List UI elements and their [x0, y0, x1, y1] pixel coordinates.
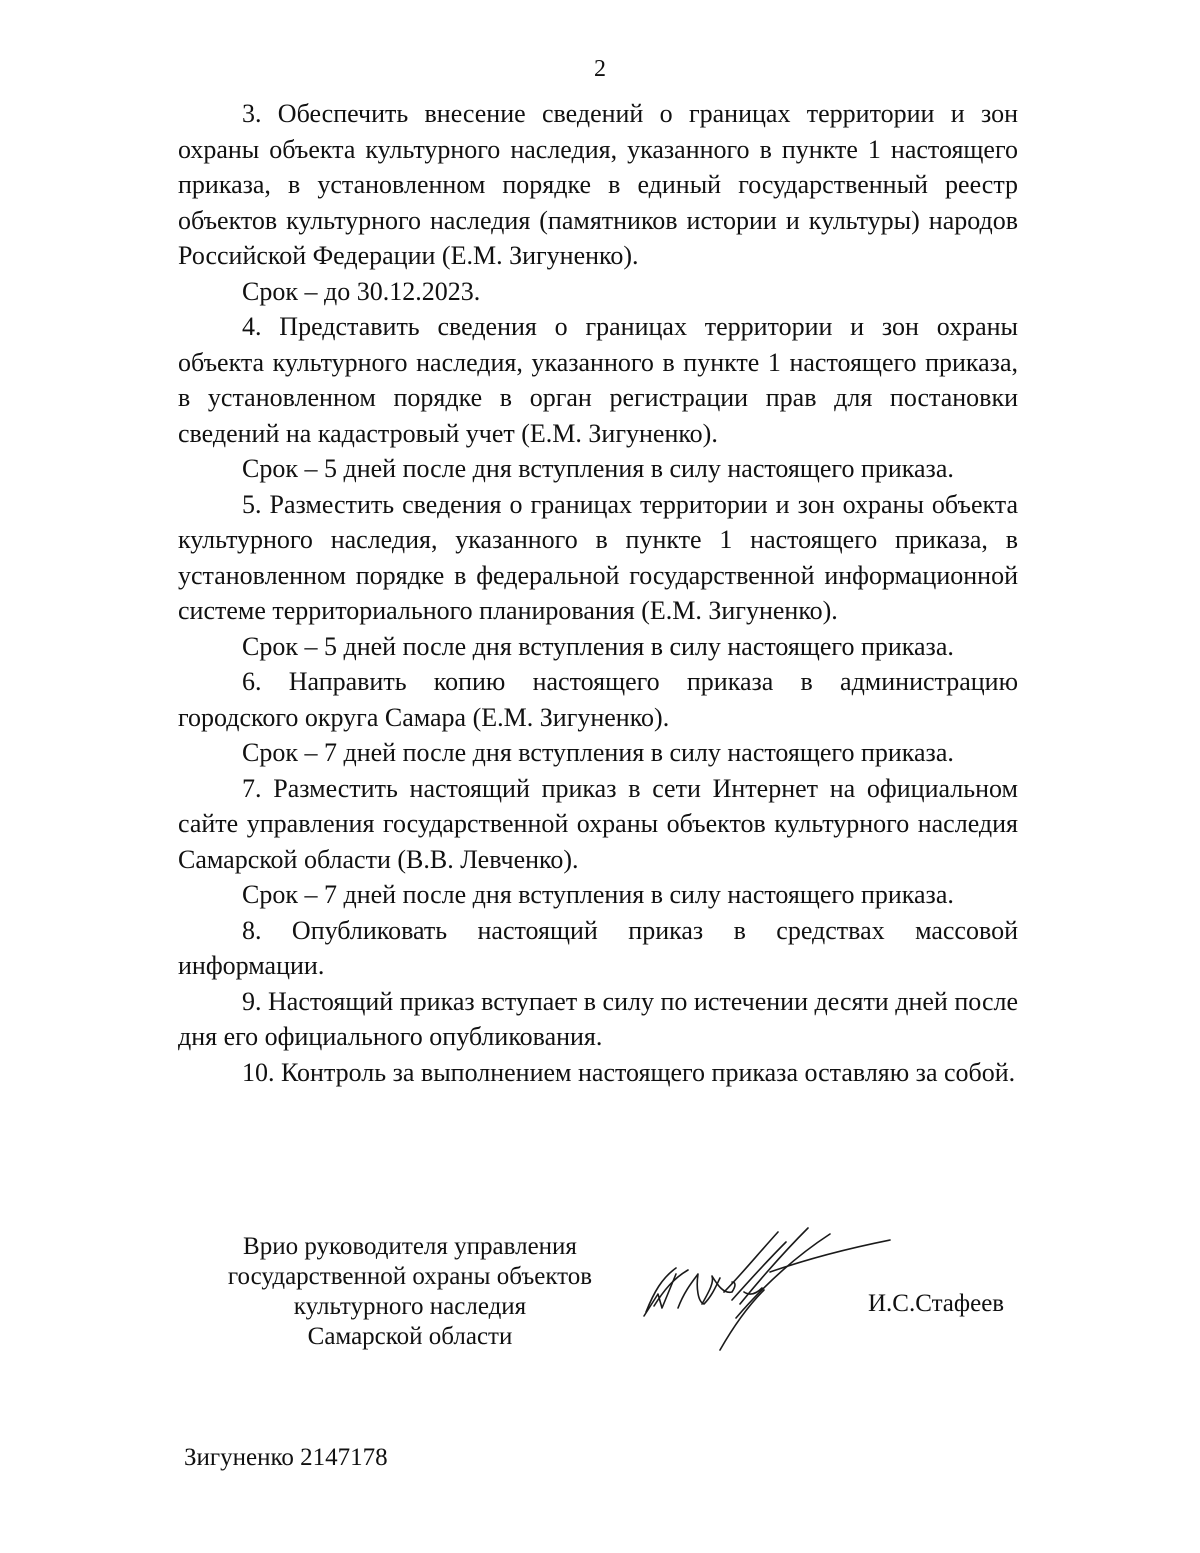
position-line: культурного наследия: [293, 1293, 527, 1320]
paragraph-9: 9. Настоящий приказ вступает в силу по истечении десяти дней после дня его официального опубликования.: [178, 986, 1018, 1051]
position-line: Врио руководителя управления: [243, 1233, 577, 1260]
paragraph-4: 4. Представить сведения о границах территории и зон охраны объекта культурного наследия, указанного в пункте 1 настоящего приказа, в установленном порядке в орган регистрации прав для постановки сведений на кадастровый учет (Е.М. Зигуненко).: [178, 312, 1018, 448]
position-line: Самарской области: [307, 1323, 513, 1350]
paragraph-10: 10. Контроль за выполнением настоящего приказа оставляю за собой.: [242, 1057, 1016, 1087]
signer-name: И.С.Стафеев: [868, 1290, 1005, 1317]
deadline-7: Срок – 7 дней после дня вступления в силу настоящего приказа.: [242, 880, 954, 909]
signatory-position: [200, 1232, 620, 1352]
deadline-5: Срок – 5 дней после дня вступления в силу настоящего приказа.: [242, 631, 954, 661]
deadline-4: Срок – 5 дней после дня вступления в силу настоящего приказа.: [242, 454, 954, 483]
paragraph-8: 8. Опубликовать настоящий приказ в средствах массовой информации.: [178, 915, 1018, 980]
paragraph-6: 6. Направить копию настоящего приказа в администрацию городского округа Самара (Е.М. Зигуненко).: [178, 667, 1018, 732]
deadline-6: Срок – 7 дней после дня вступления в силу настоящего приказа.: [242, 738, 954, 767]
paragraph-3: 3. Обеспечить внесение сведений о границах территории и зон охраны объекта культурного наследия, указанного в пункте 1 настоящего приказа, в установленном порядке в единый государственный реестр объектов культурного наследия (памятников истории и культуры) народов Российской Федерации (Е.М. Зигуненко).: [178, 99, 1018, 270]
page-number: 2: [594, 56, 606, 82]
document-body: [178, 96, 1018, 1090]
paragraph-7: 7. Разместить настоящий приказ в сети Интернет на официальном сайте управления государственной охраны объектов культурного наследия Самарской области (В.В. Левченко).: [178, 773, 1018, 874]
position-line: государственной охраны объектов: [227, 1263, 593, 1290]
deadline-3: Срок – до 30.12.2023.: [242, 276, 481, 306]
paragraph-5: 5. Разместить сведения о границах территории и зон охраны объекта культурного наследия, указанного в пункте 1 настоящего приказа, в установленном порядке в федеральной государственной информационной системе территориального планирования (Е.М. Зигуненко).: [178, 489, 1018, 625]
handwritten-signature: [640, 1212, 900, 1352]
executor-contact: Зигуненко 2147178: [184, 1444, 388, 1471]
